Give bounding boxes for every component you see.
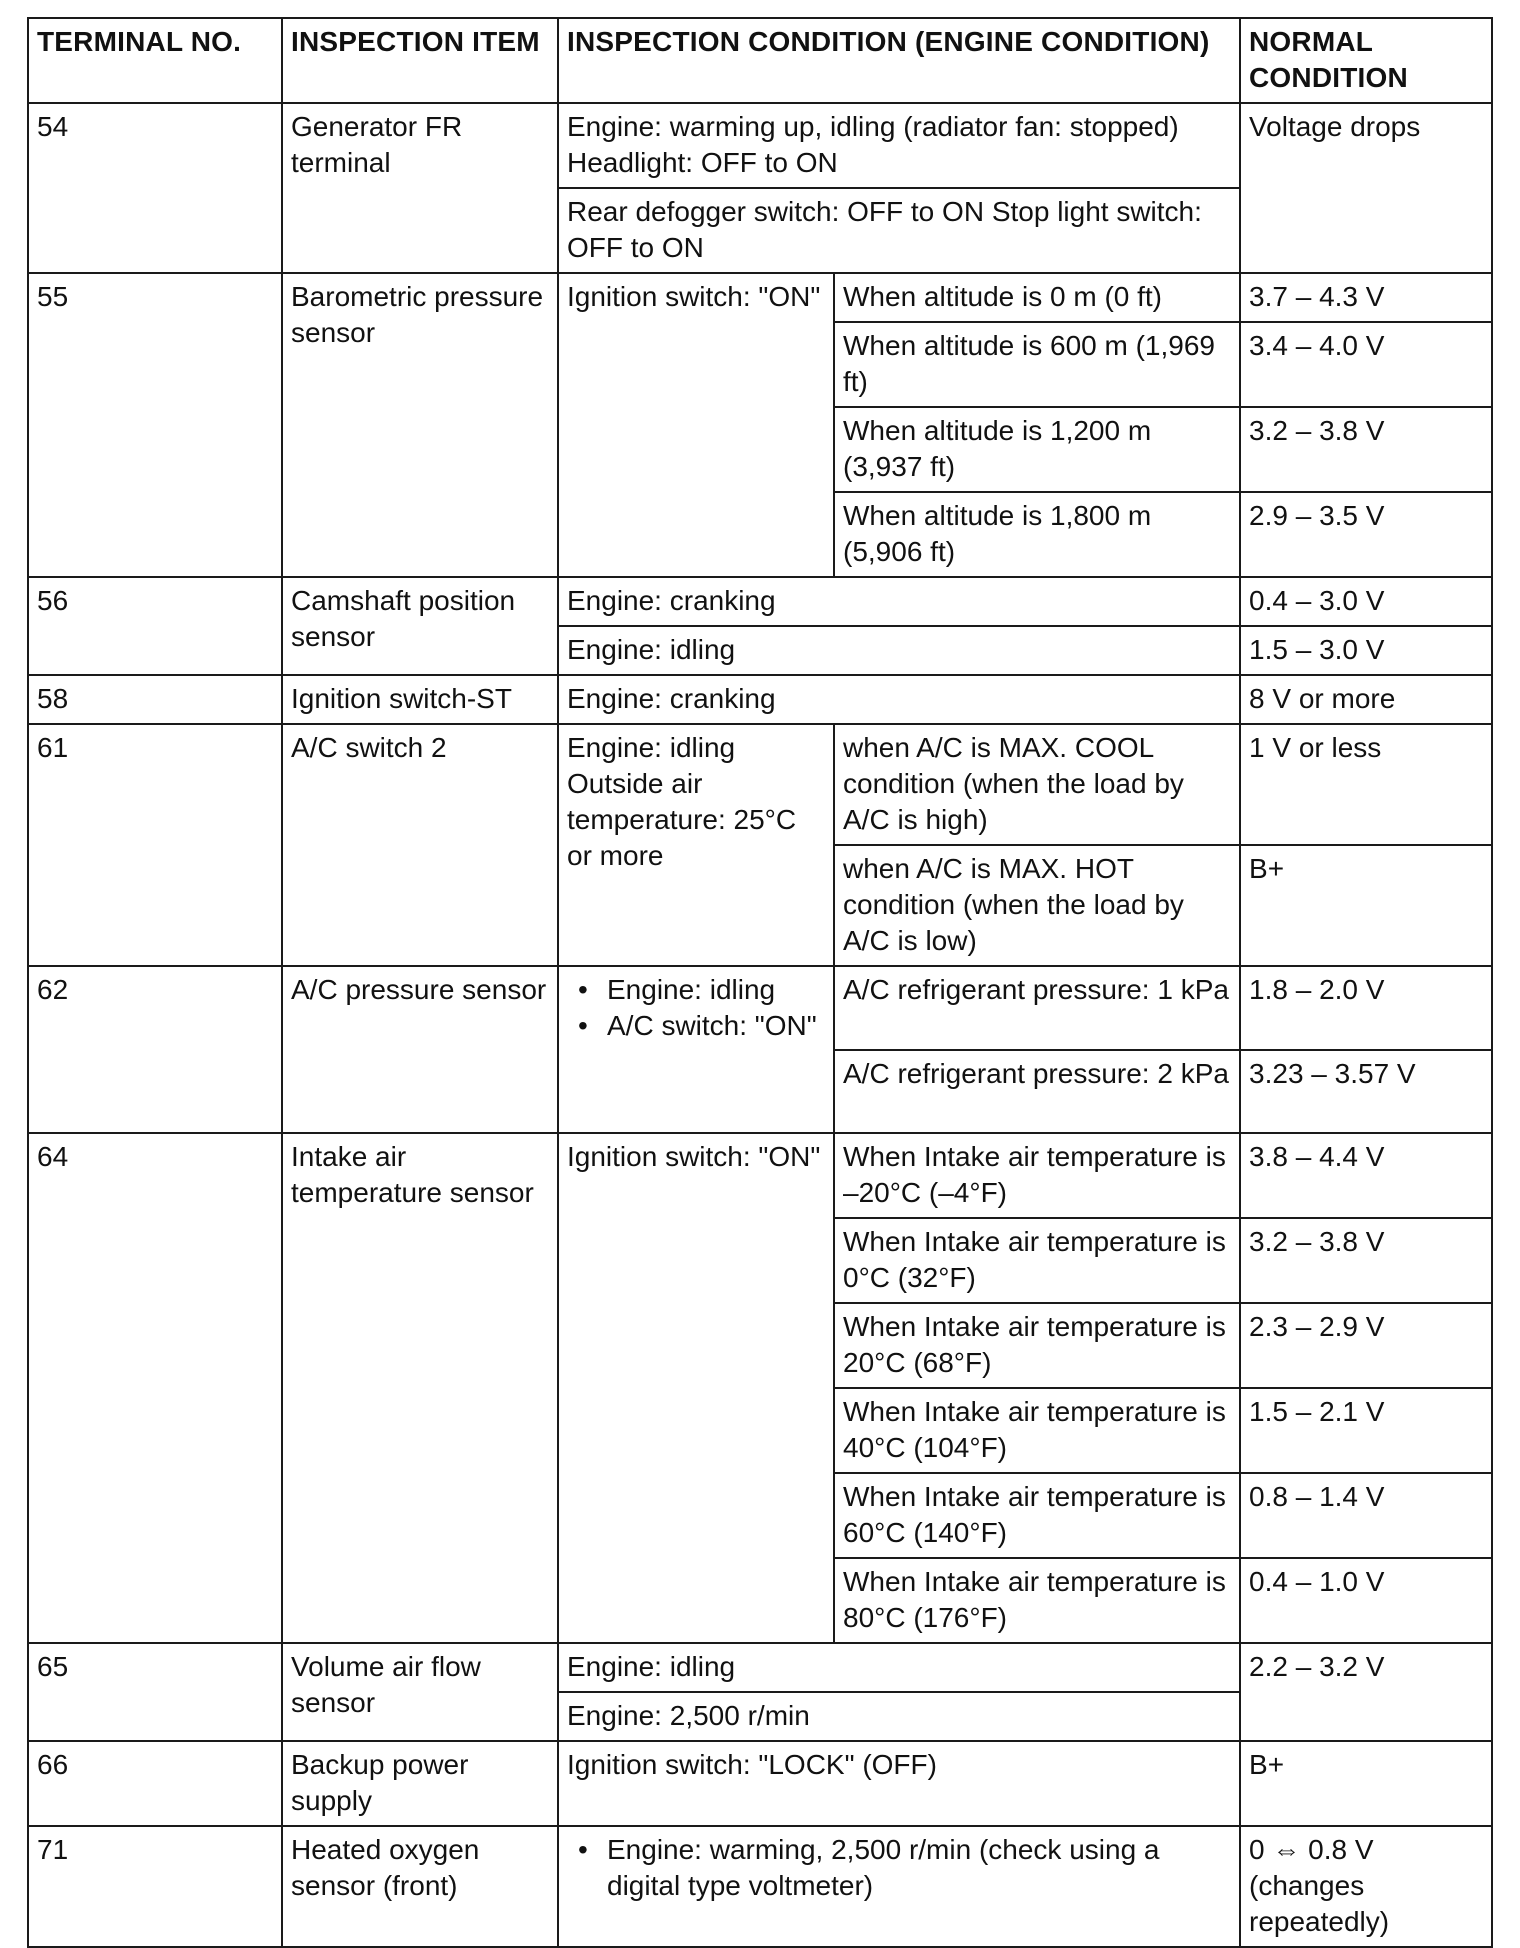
inspection-item: Generator FR terminal xyxy=(282,103,558,273)
inspection-item: A/C switch 2 xyxy=(282,724,558,966)
condition-line: Engine: warming up, idling (radiator fan: stopped) xyxy=(567,111,1179,142)
inspection-condition xyxy=(558,966,834,1133)
inspection-item: Volume air flow sensor xyxy=(282,1643,558,1741)
normal-condition: 0 ⇔ 0.8 V (changes repeatedly) xyxy=(1240,1826,1492,1947)
terminal-no: 62 xyxy=(28,966,282,1133)
sub-condition: When Intake air temperature is 20°C (68°F) xyxy=(834,1303,1240,1388)
normal-condition: 3.2 – 3.8 V xyxy=(1240,407,1492,492)
list-item: • Engine: warming, 2,500 r/min (check using a digital type voltmeter) xyxy=(567,1832,1231,1904)
sub-condition: when A/C is MAX. HOT condition (when the load by A/C is low) xyxy=(834,845,1240,966)
table-row xyxy=(28,1741,1492,1826)
table-row xyxy=(28,103,1492,188)
normal-condition: 2.9 – 3.5 V xyxy=(1240,492,1492,577)
sub-condition: When Intake air temperature is 60°C (140°F) xyxy=(834,1473,1240,1558)
table-header-row xyxy=(28,18,1492,103)
condition-bullet-list xyxy=(567,972,825,1044)
condition-bullet-list xyxy=(567,1832,1231,1904)
terminal-no: 54 xyxy=(28,103,282,273)
inspection-item: Barometric pressure sensor xyxy=(282,273,558,577)
sub-condition: When Intake air temperature is 0°C (32°F) xyxy=(834,1218,1240,1303)
inspection-condition: Engine: idling xyxy=(558,626,1240,675)
terminal-no: 61 xyxy=(28,724,282,966)
sub-condition: A/C refrigerant pressure: 1 kPa xyxy=(834,966,1240,1050)
terminal-no: 56 xyxy=(28,577,282,675)
list-item: • Engine: idling xyxy=(567,972,825,1008)
header-normal-condition: NORMAL CONDITION xyxy=(1240,18,1492,103)
inspection-condition: Engine: idling xyxy=(558,1643,1240,1692)
normal-condition: 3.7 – 4.3 V xyxy=(1240,273,1492,322)
sub-condition: When altitude is 0 m (0 ft) xyxy=(834,273,1240,322)
inspection-item: Ignition switch-ST xyxy=(282,675,558,724)
normal-condition: 2.2 – 3.2 V xyxy=(1240,1643,1492,1741)
condition-line: Headlight: OFF to ON xyxy=(567,147,838,178)
normal-condition: 1.8 – 2.0 V xyxy=(1240,966,1492,1050)
normal-condition: 2.3 – 2.9 V xyxy=(1240,1303,1492,1388)
sub-condition: When Intake air temperature is –20°C (–4°F) xyxy=(834,1133,1240,1218)
normal-condition: 0.4 – 3.0 V xyxy=(1240,577,1492,626)
inspection-item: Heated oxygen sensor (front) xyxy=(282,1826,558,1947)
terminal-no: 58 xyxy=(28,675,282,724)
inspection-item: Backup power supply xyxy=(282,1741,558,1826)
table-row xyxy=(28,1826,1492,1947)
inspection-item: Intake air temperature sensor xyxy=(282,1133,558,1643)
table-row xyxy=(28,1643,1492,1692)
terminal-no: 71 xyxy=(28,1826,282,1947)
terminal-no: 66 xyxy=(28,1741,282,1826)
sub-condition: When altitude is 1,800 m (5,906 ft) xyxy=(834,492,1240,577)
normal-condition: Voltage drops xyxy=(1240,103,1492,273)
table-row xyxy=(28,966,1492,1050)
header-inspection-condition: INSPECTION CONDITION (ENGINE CONDITION) xyxy=(558,18,1240,103)
normal-condition: 1.5 – 3.0 V xyxy=(1240,626,1492,675)
normal-condition: 8 V or more xyxy=(1240,675,1492,724)
inspection-table xyxy=(27,17,1493,1948)
inspection-condition xyxy=(558,103,1240,188)
condition-line: Outside air temperature: 25°C or more xyxy=(567,768,797,871)
inspection-condition xyxy=(558,724,834,966)
header-terminal-no: TERMINAL NO. xyxy=(28,18,282,103)
inspection-condition xyxy=(558,1826,1240,1947)
inspection-condition: Engine: 2,500 r/min xyxy=(558,1692,1240,1741)
sub-condition: A/C refrigerant pressure: 2 kPa xyxy=(834,1050,1240,1133)
normal-condition: 1 V or less xyxy=(1240,724,1492,845)
table-row xyxy=(28,675,1492,724)
sub-condition: When altitude is 600 m (1,969 ft) xyxy=(834,322,1240,407)
header-inspection-item: INSPECTION ITEM xyxy=(282,18,558,103)
table-row xyxy=(28,273,1492,322)
normal-condition: 3.8 – 4.4 V xyxy=(1240,1133,1492,1218)
inspection-condition: Rear defogger switch: OFF to ON Stop light switch: OFF to ON xyxy=(558,188,1240,273)
terminal-no: 55 xyxy=(28,273,282,577)
inspection-condition: Engine: cranking xyxy=(558,577,1240,626)
sub-condition: when A/C is MAX. COOL condition (when the load by A/C is high) xyxy=(834,724,1240,845)
inspection-condition: Ignition switch: "LOCK" (OFF) xyxy=(558,1741,1240,1826)
inspection-condition: Engine: cranking xyxy=(558,675,1240,724)
table-row xyxy=(28,577,1492,626)
sub-condition: When altitude is 1,200 m (3,937 ft) xyxy=(834,407,1240,492)
inspection-item: A/C pressure sensor xyxy=(282,966,558,1133)
list-item: • A/C switch: "ON" xyxy=(567,1008,825,1044)
condition-line: Engine: idling xyxy=(567,732,736,763)
normal-condition: B+ xyxy=(1240,1741,1492,1826)
normal-condition: 1.5 – 2.1 V xyxy=(1240,1388,1492,1473)
inspection-item: Camshaft position sensor xyxy=(282,577,558,675)
normal-condition: 0.4 – 1.0 V xyxy=(1240,1558,1492,1643)
terminal-no: 65 xyxy=(28,1643,282,1741)
normal-condition: 0.8 – 1.4 V xyxy=(1240,1473,1492,1558)
inspection-condition: Ignition switch: "ON" xyxy=(558,1133,834,1643)
sub-condition: When Intake air temperature is 80°C (176°F) xyxy=(834,1558,1240,1643)
normal-condition: 3.23 – 3.57 V xyxy=(1240,1050,1492,1133)
normal-condition: B+ xyxy=(1240,845,1492,966)
normal-condition: 3.2 – 3.8 V xyxy=(1240,1218,1492,1303)
table-row xyxy=(28,724,1492,845)
table-row xyxy=(28,1133,1492,1218)
inspection-condition: Ignition switch: "ON" xyxy=(558,273,834,577)
normal-condition: 3.4 – 4.0 V xyxy=(1240,322,1492,407)
terminal-no: 64 xyxy=(28,1133,282,1643)
sub-condition: When Intake air temperature is 40°C (104°F) xyxy=(834,1388,1240,1473)
